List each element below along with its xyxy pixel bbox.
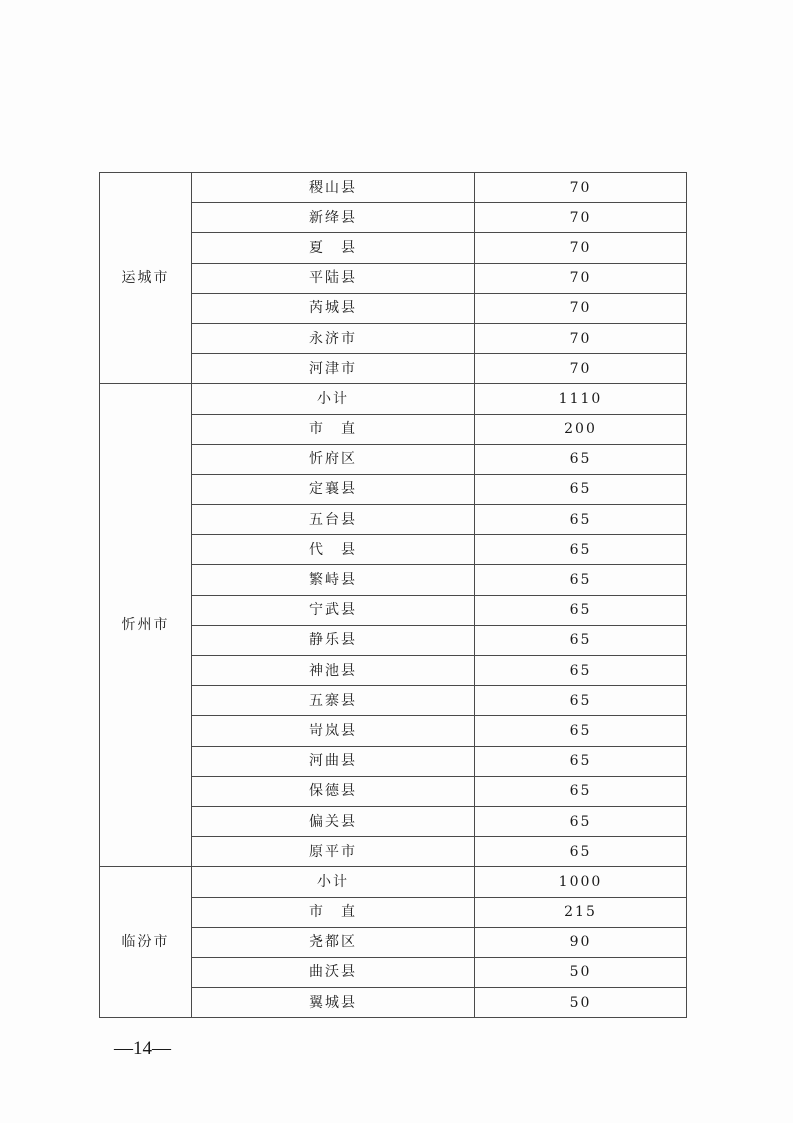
quota-count-cell: 200	[475, 414, 687, 444]
quota-count-cell: 1110	[475, 384, 687, 414]
county-name-cell: 岢岚县	[192, 716, 475, 746]
quota-count-cell: 65	[475, 444, 687, 474]
quota-count-cell: 70	[475, 203, 687, 233]
county-name-cell: 芮城县	[192, 293, 475, 323]
quota-count-cell: 70	[475, 293, 687, 323]
county-name-cell: 忻府区	[192, 444, 475, 474]
county-name-cell: 原平市	[192, 837, 475, 867]
quota-count-cell: 70	[475, 173, 687, 203]
county-name-cell: 市 直	[192, 897, 475, 927]
quota-table	[99, 172, 687, 1018]
page-number: —14—	[114, 1038, 171, 1059]
county-name-cell: 小计	[192, 867, 475, 897]
county-name-cell: 翼城县	[192, 988, 475, 1018]
county-name-cell: 神池县	[192, 656, 475, 686]
county-name-cell: 五寨县	[192, 686, 475, 716]
quota-count-cell: 65	[475, 474, 687, 504]
table-row	[100, 867, 687, 897]
county-name-cell: 曲沃县	[192, 957, 475, 987]
county-name-cell: 永济市	[192, 323, 475, 353]
county-name-cell: 市 直	[192, 414, 475, 444]
county-name-cell: 河津市	[192, 354, 475, 384]
quota-count-cell: 50	[475, 957, 687, 987]
city-cell: 忻州市	[100, 384, 192, 867]
county-name-cell: 偏关县	[192, 806, 475, 836]
county-name-cell: 代 县	[192, 535, 475, 565]
table-row	[100, 384, 687, 414]
quota-count-cell: 90	[475, 927, 687, 957]
county-name-cell: 保德县	[192, 776, 475, 806]
quota-count-cell: 65	[475, 535, 687, 565]
county-name-cell: 夏 县	[192, 233, 475, 263]
county-name-cell: 宁武县	[192, 595, 475, 625]
quota-count-cell: 65	[475, 806, 687, 836]
quota-table-body	[100, 173, 687, 1018]
quota-count-cell: 65	[475, 686, 687, 716]
quota-count-cell: 65	[475, 837, 687, 867]
city-cell: 运城市	[100, 173, 192, 384]
quota-count-cell: 65	[475, 656, 687, 686]
county-name-cell: 尧都区	[192, 927, 475, 957]
quota-count-cell: 65	[475, 595, 687, 625]
quota-count-cell: 65	[475, 716, 687, 746]
county-name-cell: 新绛县	[192, 203, 475, 233]
table-row	[100, 173, 687, 203]
quota-count-cell: 70	[475, 233, 687, 263]
quota-count-cell: 70	[475, 263, 687, 293]
county-name-cell: 河曲县	[192, 746, 475, 776]
county-name-cell: 稷山县	[192, 173, 475, 203]
county-name-cell: 繁峙县	[192, 565, 475, 595]
quota-count-cell: 65	[475, 625, 687, 655]
city-cell: 临汾市	[100, 867, 192, 1018]
county-name-cell: 定襄县	[192, 474, 475, 504]
county-name-cell: 五台县	[192, 505, 475, 535]
quota-count-cell: 215	[475, 897, 687, 927]
quota-count-cell: 50	[475, 988, 687, 1018]
quota-count-cell: 70	[475, 354, 687, 384]
quota-count-cell: 1000	[475, 867, 687, 897]
quota-count-cell: 70	[475, 323, 687, 353]
quota-count-cell: 65	[475, 505, 687, 535]
county-name-cell: 平陆县	[192, 263, 475, 293]
county-name-cell: 静乐县	[192, 625, 475, 655]
quota-count-cell: 65	[475, 565, 687, 595]
quota-count-cell: 65	[475, 776, 687, 806]
quota-count-cell: 65	[475, 746, 687, 776]
county-name-cell: 小计	[192, 384, 475, 414]
